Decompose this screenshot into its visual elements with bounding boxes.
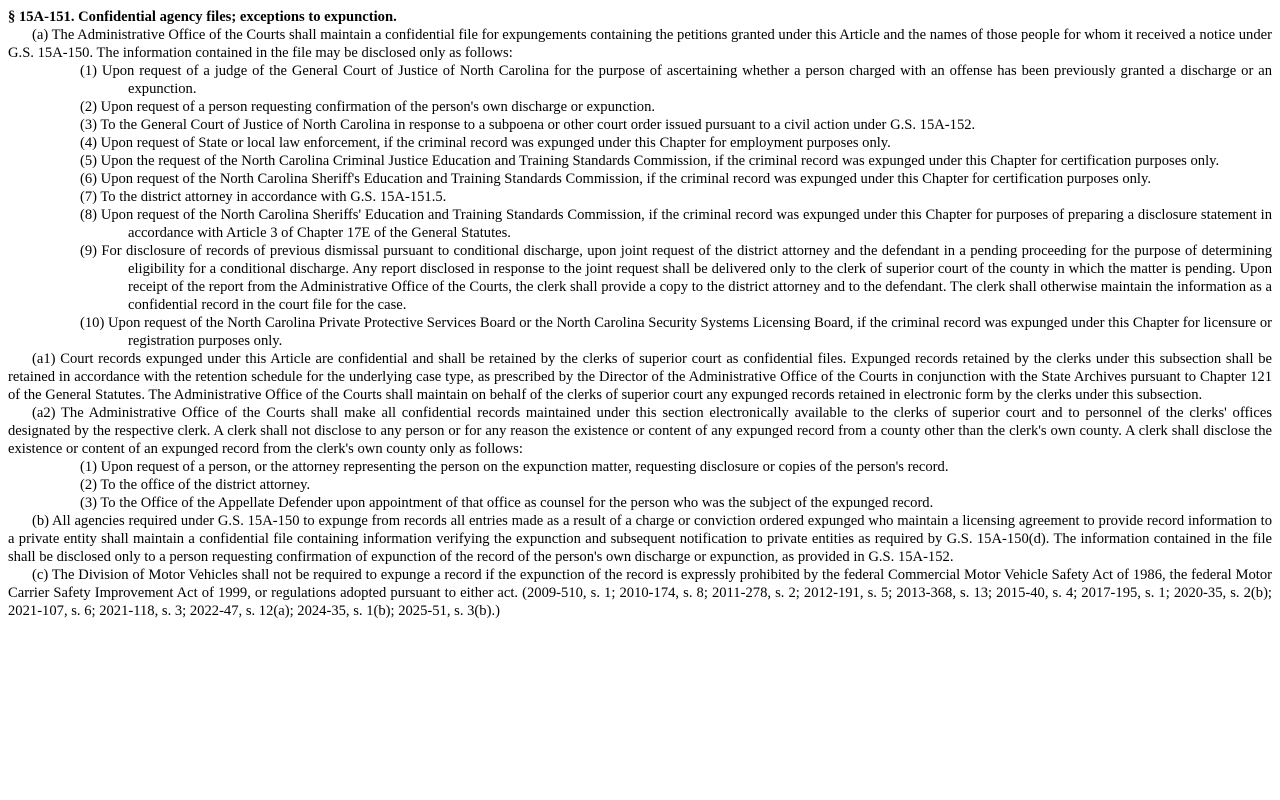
subsection-a-item-2: (2) Upon request of a person requesting confirmation of the person's own discharge or expunction. — [80, 99, 656, 115]
subsection-a-item-5: (5) Upon the request of the North Carolina Criminal Justice Education and Training Standards Commission, if the criminal record was expunged under this Chapter for certification purposes only. — [80, 153, 1220, 169]
subsection-b: (b) All agencies required under G.S. 15A-150 to expunge from records all entries made as a result of a charge or conviction ordered expunged who maintain a licensing agreement to provide record information to a private entity shall maintain a confidential file containing information verifying the expunction and subsequent notification to private entities as required by G.S. 15A-150(d). The information contained in the file shall be disclosed only to a person requesting confirmation of expunction of the record of the person's own discharge or expunction, as provided in G.S. 15A-152. — [8, 513, 1272, 565]
subsection-a2-item-2: (2) To the office of the district attorney. — [80, 477, 311, 493]
subsection-a1: (a1) Court records expunged under this Article are confidential and shall be retained by the clerks of superior court as confidential files. Expunged records retained by the clerks under this subsection shall be retained in accordance with the retention schedule for the underlying case type, as prescribed by the Director of the Administrative Office of the Courts in conjunction with the State Archives pursuant to Chapter 121 of the General Statutes. The Administrative Office of the Courts shall maintain on behalf of the clerks of superior court any expunged records retained in electronic form by the clerks under this subsection. — [8, 351, 1272, 403]
statute-document — [8, 8, 1272, 620]
subsection-a-item-9: (9) For disclosure of records of previous dismissal pursuant to conditional discharge, upon joint request of the district attorney and the defendant in a pending proceeding for the purpose of determining eligibility for a conditional discharge. Any report disclosed in response to the joint request shall be delivered only to the clerk of superior court of the county in which the matter is pending. Upon receipt of the report from the Administrative Office of the Courts, the clerk shall provide a copy to the district attorney and to the defendant. The clerk shall otherwise maintain the information as a confidential record in the court file for the case. — [80, 243, 1272, 313]
subsection-a-item-1: (1) Upon request of a judge of the General Court of Justice of North Carolina for the purpose of ascertaining whether a person charged with an offense has been previously granted a discharge or an expunction. — [80, 63, 1272, 97]
subsection-a-item-3: (3) To the General Court of Justice of North Carolina in response to a subpoena or other court order issued pursuant to a civil action under G.S. 15A-152. — [80, 117, 976, 133]
subsection-c: (c) The Division of Motor Vehicles shall not be required to expunge a record if the expunction of the record is expressly prohibited by the federal Commercial Motor Vehicle Safety Act of 1986, the federal Motor Carrier Safety Improvement Act of 1999, or regulations adopted pursuant to either act. (2009-510, s. 1; 2010-174, s. 8; 2011-278, s. 2; 2012-191, s. 5; 2013-368, s. 13; 2015-40, s. 4; 2017-195, s. 1; 2020-35, s. 2(b); 2021-107, s. 6; 2021-118, s. 3; 2022-47, s. 12(a); 2024-35, s. 1(b); 2025-51, s. 3(b).) — [8, 567, 1272, 619]
subsection-a-item-10: (10) Upon request of the North Carolina Private Protective Services Board or the North Carolina Security Systems Licensing Board, if the criminal record was expunged under this Chapter for licensure or registration purposes only. — [80, 315, 1272, 349]
subsection-a: (a) The Administrative Office of the Courts shall maintain a confidential file for expungements containing the petitions granted under this Article and the names of those people for whom it received a notice under G.S. 15A-150. The information contained in the file may be disclosed only as follows: — [8, 27, 1272, 61]
subsection-a-item-4: (4) Upon request of State or local law enforcement, if the criminal record was expunged under this Chapter for employment purposes only. — [80, 135, 891, 151]
subsection-a2-item-3: (3) To the Office of the Appellate Defender upon appointment of that office as counsel for the person who was the subject of the expunged record. — [80, 495, 934, 511]
subsection-a-item-7: (7) To the district attorney in accordance with G.S. 15A-151.5. — [80, 189, 447, 205]
section-title: § 15A-151. Confidential agency files; exceptions to expunction. — [8, 9, 397, 25]
subsection-a2-item-1: (1) Upon request of a person, or the attorney representing the person on the expunction matter, requesting disclosure or copies of the person's record. — [80, 459, 949, 475]
subsection-a2: (a2) The Administrative Office of the Courts shall make all confidential records maintained under this section electronically available to the clerks of superior court and to personnel of the clerks' offices designated by the respective clerk. A clerk shall not disclose to any person or for any reason the existence or content of any expunged record from a county other than the clerk's own county. A clerk shall disclose the existence or content of an expunged record from the clerk's own county only as follows: — [8, 405, 1272, 457]
subsection-a-item-8: (8) Upon request of the North Carolina Sheriffs' Education and Training Standards Commission, if the criminal record was expunged under this Chapter for purposes of preparing a disclosure statement in accordance with Article 3 of Chapter 17E of the General Statutes. — [80, 207, 1272, 241]
subsection-a-item-6: (6) Upon request of the North Carolina Sheriff's Education and Training Standards Commission, if the criminal record was expunged under this Chapter for certification purposes only. — [80, 171, 1151, 187]
